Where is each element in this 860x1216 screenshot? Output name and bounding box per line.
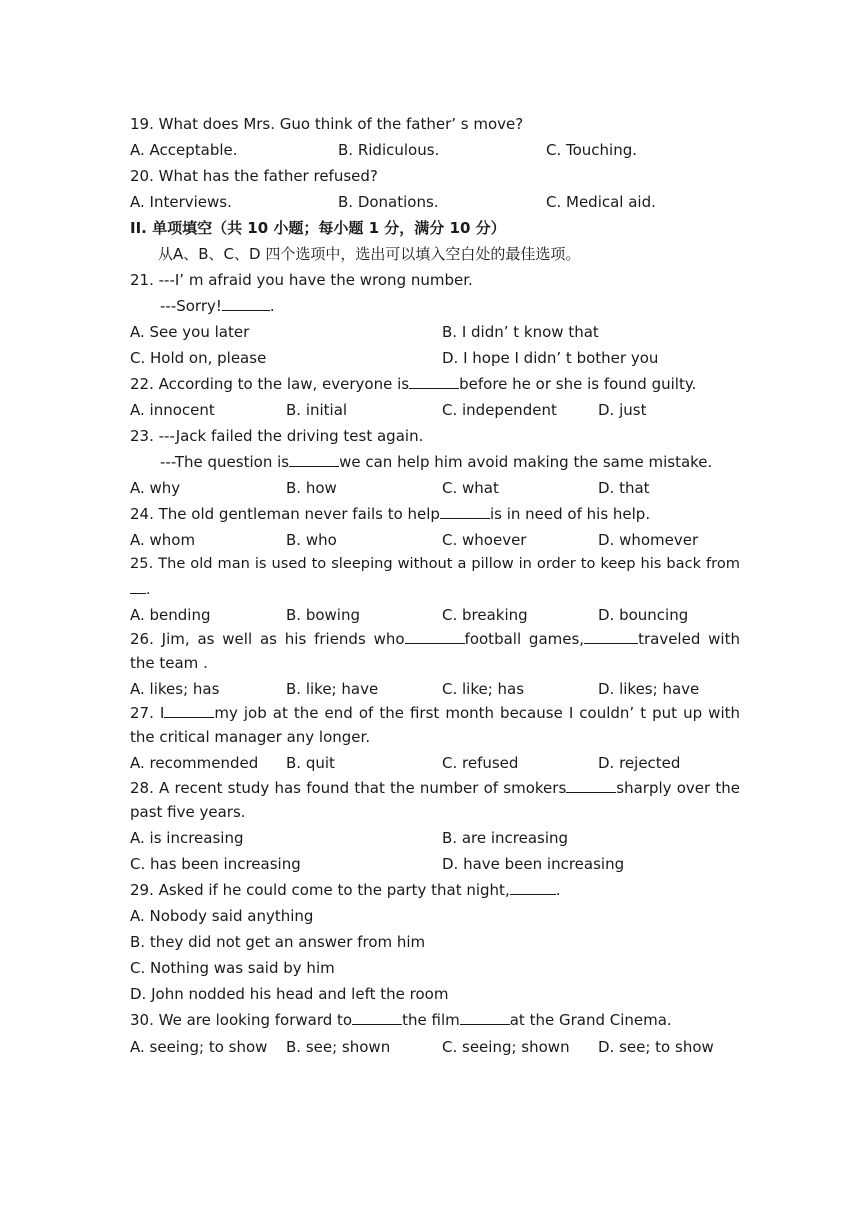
option-c: C. Touching. xyxy=(546,141,638,159)
answer-blank xyxy=(584,626,638,644)
option-c: C. whoever xyxy=(442,531,527,549)
q21-options-row2 xyxy=(130,345,740,371)
q26-text-b: football games, xyxy=(464,630,585,648)
q24-stem xyxy=(130,501,740,527)
q23-options xyxy=(130,475,740,501)
q23-stem: 23. ---Jack failed the driving test again. xyxy=(130,427,424,445)
option-d: D. just xyxy=(598,401,647,419)
option-b: B. like; have xyxy=(286,680,379,698)
option-a: A. seeing; to show xyxy=(130,1038,268,1056)
q29-stem xyxy=(130,877,740,903)
option-d: D. see; to show xyxy=(598,1038,714,1056)
q20-options xyxy=(130,189,740,215)
answer-blank xyxy=(164,700,214,718)
answer-blank xyxy=(352,1007,402,1025)
q28-options-row1 xyxy=(130,825,740,851)
q30-stem xyxy=(130,1007,740,1033)
q22-stem xyxy=(130,371,740,397)
q24-text-a: 24. The old gentleman never fails to help xyxy=(130,505,440,523)
q26-stem xyxy=(130,626,740,675)
option-c: C. Medical aid. xyxy=(546,193,656,211)
answer-blank xyxy=(440,501,490,519)
option-a: A. See you later xyxy=(130,323,250,341)
option-d: D. bouncing xyxy=(598,606,689,624)
option-d: D. that xyxy=(598,479,650,497)
option-c: C. what xyxy=(442,479,499,497)
answer-blank xyxy=(405,626,465,644)
option-b: B. how xyxy=(286,479,337,497)
section-heading: II. 单项填空（共 10 小题；每小题 1 分，满分 10 分） xyxy=(130,219,506,237)
q21-options-row1 xyxy=(130,319,740,345)
q23-response xyxy=(160,449,770,475)
option-b: B. see; shown xyxy=(286,1038,391,1056)
q27-options xyxy=(130,750,740,776)
option-b: B. initial xyxy=(286,401,348,419)
q21-response-text: ---Sorry! xyxy=(160,297,222,315)
answer-blank xyxy=(130,576,146,594)
option-b: B. bowing xyxy=(286,606,360,624)
q27-text-a: 27. I xyxy=(130,704,165,722)
option-a: A. likes; has xyxy=(130,680,220,698)
q28-stem xyxy=(130,775,740,824)
q30-options xyxy=(130,1034,740,1060)
option-c: C. independent xyxy=(442,401,557,419)
option-d: D. have been increasing xyxy=(442,855,625,873)
q26-text-c: traveled with the team . xyxy=(130,630,740,672)
q25-text-b: . xyxy=(146,581,151,598)
option-a: A. innocent xyxy=(130,401,215,419)
option-c: C. breaking xyxy=(442,606,528,624)
q20-stem: 20. What has the father refused? xyxy=(130,167,378,185)
q30-text-a: 30. We are looking forward to xyxy=(130,1011,353,1029)
q26-text-a: 26. Jim, as well as his friends who xyxy=(130,630,405,648)
option-b: B. quit xyxy=(286,754,335,772)
option-a: A. whom xyxy=(130,531,196,549)
q27-stem xyxy=(130,700,740,749)
q19-options xyxy=(130,137,740,163)
option-b: B. are increasing xyxy=(442,829,569,847)
q29-option-b: B. they did not get an answer from him xyxy=(130,933,426,951)
answer-blank xyxy=(409,371,459,389)
q29-text-b: . xyxy=(555,881,561,899)
section-instruction: 从A、B、C、D 四个选项中，选出可以填入空白处的最佳选项。 xyxy=(158,245,581,263)
answer-blank xyxy=(510,877,556,895)
option-a: A. bending xyxy=(130,606,211,624)
q25-stem xyxy=(130,552,740,602)
option-b: B. Donations. xyxy=(338,193,439,211)
option-c: C. like; has xyxy=(442,680,525,698)
answer-blank xyxy=(289,449,339,467)
q29-option-c: C. Nothing was said by him xyxy=(130,959,335,977)
option-c: C. Hold on, please xyxy=(130,349,267,367)
q22-text-b: before he or she is found guilty. xyxy=(459,375,697,393)
q28-text-a: 28. A recent study has found that the number of smokers xyxy=(130,779,567,797)
q23-text-a: ---The question is xyxy=(160,453,290,471)
option-a: A. Acceptable. xyxy=(130,141,238,159)
option-c: C. refused xyxy=(442,754,519,772)
option-c: C. seeing; shown xyxy=(442,1038,570,1056)
option-d: D. whomever xyxy=(598,531,699,549)
q24-options xyxy=(130,527,740,553)
option-d: D. likes; have xyxy=(598,680,700,698)
option-b: B. I didn’ t know that xyxy=(442,323,599,341)
answer-blank xyxy=(566,775,616,793)
q22-options xyxy=(130,397,740,423)
q27-text-b: my job at the end of the first month because I couldn’ t put up with the critical manager any longer. xyxy=(130,704,740,746)
q28-options-row2 xyxy=(130,851,740,877)
q25-options xyxy=(130,602,740,628)
option-a: A. is increasing xyxy=(130,829,244,847)
q21-stem: 21. ---I’ m afraid you have the wrong number. xyxy=(130,271,473,289)
q26-options xyxy=(130,676,740,702)
answer-blank xyxy=(222,293,270,311)
q30-text-b: the film xyxy=(402,1011,460,1029)
option-a: A. Interviews. xyxy=(130,193,232,211)
q28-text-b: sharply over the past five years. xyxy=(130,779,740,821)
q30-text-c: at the Grand Cinema. xyxy=(509,1011,672,1029)
answer-blank xyxy=(460,1007,510,1025)
q21-response xyxy=(160,293,770,319)
q19-stem: 19. What does Mrs. Guo think of the father’ s move? xyxy=(130,115,524,133)
option-d: D. I hope I didn’ t bother you xyxy=(442,349,659,367)
q29-option-a: A. Nobody said anything xyxy=(130,907,314,925)
option-b: B. Ridiculous. xyxy=(338,141,440,159)
option-a: A. recommended xyxy=(130,754,259,772)
option-d: D. rejected xyxy=(598,754,681,772)
q25-text-a: 25. The old man is used to sleeping without a pillow in order to keep his back from xyxy=(130,555,740,572)
q22-text-a: 22. According to the law, everyone is xyxy=(130,375,410,393)
q29-text-a: 29. Asked if he could come to the party that night, xyxy=(130,881,510,899)
q29-option-d: D. John nodded his head and left the room xyxy=(130,985,449,1003)
option-c: C. has been increasing xyxy=(130,855,301,873)
option-b: B. who xyxy=(286,531,337,549)
q24-text-b: is in need of his help. xyxy=(489,505,651,523)
option-a: A. why xyxy=(130,479,181,497)
q21-response-end: . xyxy=(269,297,275,315)
q23-text-b: we can help him avoid making the same mistake. xyxy=(339,453,713,471)
